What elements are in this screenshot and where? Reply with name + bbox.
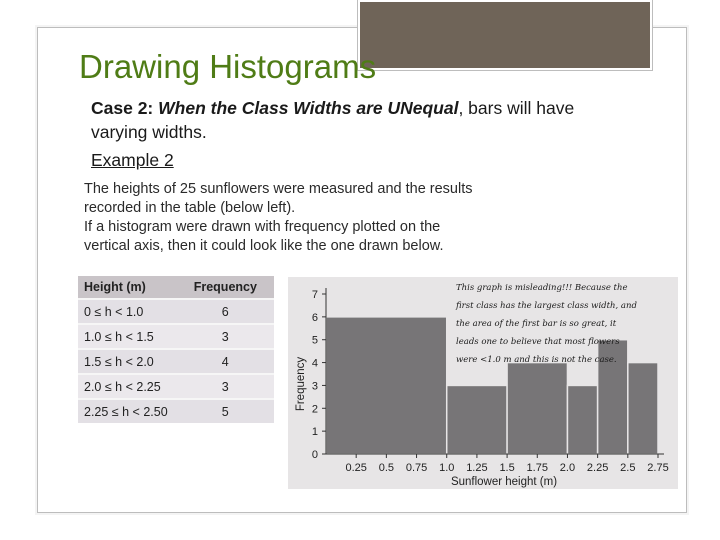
table-row: [78, 324, 274, 349]
histogram-bar: [567, 385, 597, 454]
table-row: [78, 349, 274, 374]
y-tick-label: 7: [311, 289, 318, 301]
x-tick-label: 2.0: [559, 462, 576, 474]
table-header-frequency: Frequency: [188, 276, 274, 299]
x-tick-label: 1.5: [499, 462, 515, 474]
slide-title: Drawing Histograms: [79, 48, 377, 85]
y-axis-label: Frequency: [295, 356, 307, 412]
y-tick-label: 2: [311, 403, 318, 416]
decorative-corner-box: [358, 0, 652, 70]
table-cell-frequency: 4: [188, 349, 274, 374]
histogram-bar: [447, 385, 507, 454]
case-rest: , bars will have varying widths.: [91, 98, 575, 142]
problem-line-4: vertical axis, then it could look like the one drawn below.: [84, 238, 444, 254]
histogram-bar: [507, 363, 567, 454]
x-tick-label: 0.25: [345, 462, 367, 474]
table-cell-height: 2.25 ≤ h < 2.50: [78, 399, 188, 423]
problem-line-1: The heights of 25 sunflowers were measured and the results: [84, 181, 473, 197]
table-header-height: Height (m): [78, 276, 188, 299]
y-tick-label: 5: [311, 334, 318, 347]
x-tick-label: 2.5: [620, 462, 636, 474]
x-axis-label: Sunflower height (m): [450, 476, 558, 488]
x-tick-label: 2.25: [586, 462, 609, 474]
y-tick-label: 0: [311, 449, 318, 461]
y-tick-label: 3: [311, 380, 318, 393]
y-tick-label: 4: [311, 357, 318, 370]
frequency-table: [78, 276, 274, 423]
x-tick-label: 2.75: [647, 462, 669, 474]
case-description: [91, 96, 611, 144]
histogram-bar: [326, 317, 447, 454]
table-row: [78, 374, 274, 399]
table-cell-frequency: 3: [188, 324, 274, 349]
table-cell-frequency: 6: [188, 299, 274, 324]
table-row: [78, 299, 274, 324]
problem-statement: [84, 180, 504, 256]
x-tick-label: 1.75: [526, 462, 548, 474]
x-tick-label: 0.75: [405, 462, 428, 474]
histogram-bar: [628, 363, 658, 454]
table-row: [78, 399, 274, 423]
x-tick-label: 1.0: [439, 462, 455, 474]
y-tick-label: 6: [311, 311, 318, 324]
table-cell-frequency: 3: [188, 374, 274, 399]
example-label: Example 2: [91, 150, 174, 170]
problem-line-3: If a histogram were drawn with frequency plotted on the: [84, 219, 441, 235]
x-tick-label: 0.5: [378, 462, 395, 474]
table-cell-height: 2.0 ≤ h < 2.25: [78, 374, 188, 399]
y-tick-label: 1: [311, 426, 318, 439]
table-cell-frequency: 5: [188, 399, 274, 423]
problem-line-2: recorded in the table (below left).: [84, 200, 296, 216]
table-cell-height: 1.5 ≤ h < 2.0: [78, 349, 188, 374]
table-cell-height: 1.0 ≤ h < 1.5: [78, 324, 188, 349]
case-label: Case 2:: [91, 98, 154, 118]
case-emphasis: When the Class Widths are UNequal: [158, 98, 459, 118]
x-tick-label: 1.25: [466, 462, 488, 474]
chart-annotation: This graph is misleading!!! Because the first class has the largest class width, and the area of the first bar is so great, it leads one to believe that most flowers were <1.0 m and this is not the case.: [456, 283, 637, 365]
table-cell-height: 0 ≤ h < 1.0: [78, 299, 188, 324]
